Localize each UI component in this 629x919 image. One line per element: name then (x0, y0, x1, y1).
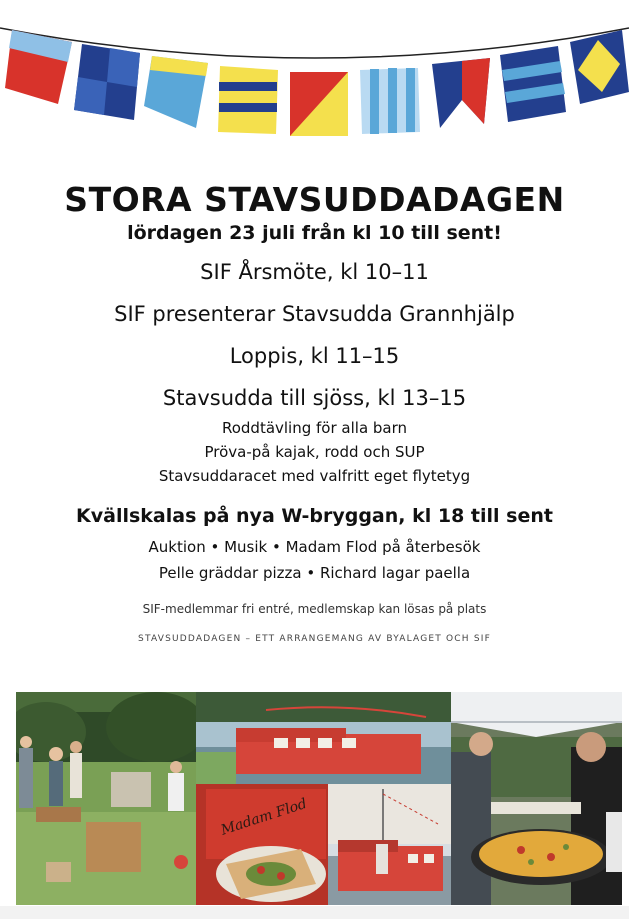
event-date: lördagen 23 juli från kl 10 till sent! (127, 222, 502, 244)
flag-8 (500, 46, 566, 122)
photo-paella-cooking (451, 692, 622, 905)
evening-line-1: Auktion • Musik • Madam Flod på återbesök (148, 538, 481, 556)
flag-4 (218, 66, 278, 134)
boat-name-sign: Madam Flod (219, 795, 309, 839)
photo-boat-dusk (328, 784, 451, 905)
nautical-flag-bunting (0, 0, 629, 150)
photo-madam-flod-sign (196, 784, 328, 905)
activity-race: Stavsuddaracet med valfritt eget flytetyg (158, 467, 471, 485)
organizer-footer: STAVSUDDADAGEN – ETT ARRANGEMANG AV BYALAGET OCH SIF (138, 634, 491, 644)
poster-title: STORA STAVSUDDADAGEN (64, 180, 565, 219)
line-sea-event: Stavsudda till sjöss, kl 13–15 (162, 386, 467, 410)
activity-rowing: Roddtävling för alla barn (221, 419, 408, 437)
flag-6 (360, 68, 420, 134)
evening-heading: Kvällskalas på nya W-bryggan, kl 18 till sent (76, 505, 553, 527)
photo-red-boat-lake (196, 692, 451, 784)
bottom-margin (0, 906, 629, 919)
membership-note: SIF-medlemmar fri entré, medlemskap kan lösas på plats (142, 602, 487, 616)
flag-1 (5, 30, 72, 104)
flag-2 (74, 44, 140, 120)
activity-kayak: Pröva-på kajak, rodd och SUP (204, 443, 425, 461)
line-annual-meeting: SIF Årsmöte, kl 10–11 (200, 260, 429, 284)
photo-flea-market (16, 692, 196, 905)
photo-collage (16, 692, 622, 905)
flag-9 (570, 30, 629, 104)
flag-7 (432, 58, 490, 128)
evening-line-2: Pelle gräddar pizza • Richard lagar paella (158, 564, 471, 582)
line-neighbour-help: SIF presenterar Stavsudda Grannhjälp (114, 302, 515, 326)
flag-5 (290, 72, 348, 136)
flag-3 (144, 56, 208, 128)
event-text (0, 180, 629, 646)
line-flea-market: Loppis, kl 11–15 (229, 344, 400, 368)
